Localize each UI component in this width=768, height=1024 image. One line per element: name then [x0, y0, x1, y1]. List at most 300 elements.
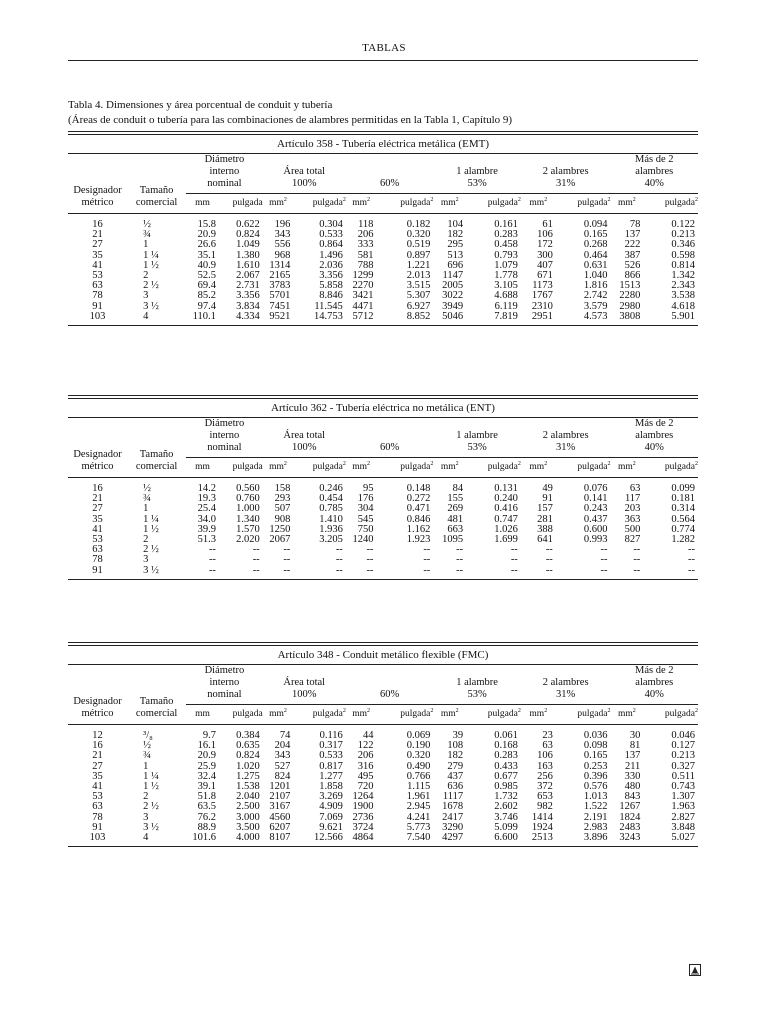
table-cell: 0.533 — [319, 229, 343, 241]
unit-header: pulgada — [219, 705, 263, 725]
table-cell: 0.283 — [494, 229, 518, 241]
table-cell: 1.013 — [583, 791, 608, 803]
table-cell: 3 — [143, 811, 149, 823]
table-cell: 3 ½ — [143, 300, 159, 312]
table-cell: 908 — [274, 513, 291, 525]
table-cell: -- — [545, 554, 553, 566]
table-cell: 15.8 — [197, 219, 216, 230]
table-cell: 2951 — [521, 312, 556, 326]
table-cell: 0.253 — [583, 760, 608, 772]
table-cell: 63 — [92, 801, 103, 813]
table-cell: 3421 — [352, 290, 374, 302]
col-tamano: Tamaño comercial — [127, 665, 186, 725]
table-cell: 4.241 — [406, 811, 431, 823]
table-cell: 20.9 — [197, 750, 216, 762]
col-group-1-alambre: 1 alambre 53% — [433, 154, 521, 194]
table-cell: 1.963 — [671, 801, 695, 813]
table-cell: 0.600 — [583, 523, 608, 535]
table-cell: 106 — [537, 229, 553, 241]
table-cell: 204 — [274, 740, 291, 752]
unit-header: pulgada$^2$ — [293, 705, 346, 725]
table-cell: 500 — [624, 523, 641, 535]
table-cell: 41 — [92, 523, 103, 535]
table-cell: ³/₈ — [143, 730, 153, 741]
table-cell: 663 — [447, 523, 464, 535]
table-cell: 9.621 — [319, 821, 343, 833]
table-cell: 3.538 — [671, 290, 695, 302]
table-cell: -- — [335, 554, 343, 566]
table-cell: 372 — [537, 781, 553, 793]
table-cell: 1.610 — [236, 259, 260, 271]
table-cell: 2270 — [352, 280, 374, 292]
col-group-mas-de-2: Más de 2 alambres 40% — [611, 154, 699, 194]
table-cell: 76.2 — [197, 811, 216, 823]
unit-header: pulgada$^2$ — [376, 705, 433, 725]
table-cell: 0.519 — [406, 239, 431, 251]
table-cell: 35 — [92, 770, 103, 782]
table-cell: 1.040 — [583, 270, 608, 282]
table-cell: -- — [219, 566, 263, 580]
table-cell: 0.314 — [671, 503, 695, 515]
table-cell: 0.622 — [236, 219, 260, 230]
table-cell: 8.846 — [319, 290, 343, 302]
table-cell: 437 — [447, 770, 464, 782]
table-cell: 5.773 — [406, 821, 431, 833]
table-cell: 26.6 — [197, 239, 216, 251]
table-cell: -- — [633, 554, 641, 566]
table-cell: 1.570 — [236, 523, 260, 535]
table-cell: 44 — [362, 730, 374, 741]
unit-header: pulgada$^2$ — [556, 194, 611, 214]
unit-header: mm — [186, 194, 219, 214]
table-cell: 41 — [92, 259, 103, 271]
table-cell: 21 — [92, 750, 103, 762]
table-cell: 2310 — [531, 300, 553, 312]
table-cell: 0.785 — [319, 503, 343, 515]
table-cell: 2.040 — [236, 791, 260, 803]
table-cell: 0.631 — [583, 259, 608, 271]
table-cell: 2067 — [269, 534, 291, 546]
table-cell: 0.576 — [583, 781, 608, 793]
table-cell: 480 — [624, 781, 641, 793]
table-cell: 0.320 — [406, 229, 431, 241]
table-cell: 21 — [92, 493, 103, 505]
table-cell: 866 — [624, 270, 641, 282]
table-cell: 0.464 — [583, 249, 608, 261]
section-title: Artículo 362 - Tubería eléctrica no metálica (ENT) — [271, 402, 495, 414]
col-group-2-alambres: 2 alambres 31% — [521, 665, 611, 705]
table-cell: 2 ½ — [143, 801, 159, 813]
section-title: Artículo 358 - Tubería eléctrica metálica (EMT) — [277, 138, 489, 150]
table-cell: 0.116 — [319, 730, 343, 741]
table-cell: 16.1 — [197, 740, 216, 752]
table-cell: ½ — [143, 219, 151, 230]
table-cell: 0.747 — [494, 513, 518, 525]
table-cell: 1 ¼ — [143, 770, 159, 782]
table-cell: 2 — [143, 270, 149, 282]
table-cell: 222 — [624, 239, 641, 251]
table-cell: -- — [688, 554, 695, 566]
table-cell: 0.635 — [236, 740, 260, 752]
dimensions-table — [68, 154, 698, 326]
table-cell: 0.327 — [671, 760, 695, 772]
table-cell: 51.3 — [197, 534, 216, 546]
table-cell: 0.182 — [406, 219, 431, 230]
table-cell: 481 — [447, 513, 464, 525]
table-cell: 63.5 — [197, 801, 216, 813]
table-cell: 3808 — [611, 312, 644, 326]
table-cell: 2513 — [521, 833, 556, 847]
unit-header: pulgada$^2$ — [556, 705, 611, 725]
table-row — [68, 312, 698, 326]
table-cell: 2483 — [619, 821, 641, 833]
table-cell: 2.013 — [406, 270, 431, 282]
table-cell: 507 — [274, 503, 291, 515]
unit-header: pulgada$^2$ — [643, 705, 698, 725]
table-cell: 110.1 — [186, 312, 219, 326]
table-cell: 16 — [92, 740, 103, 752]
table-cell: 0.061 — [494, 730, 518, 741]
table-cell: 84 — [452, 483, 464, 494]
table-cell: 1.699 — [494, 534, 518, 546]
table-cell: 117 — [624, 493, 641, 505]
unit-header: pulgada$^2$ — [643, 458, 698, 478]
table-cell: 91 — [92, 300, 103, 312]
table-cell: 1513 — [619, 280, 641, 292]
table-cell: 63 — [542, 740, 553, 752]
col-group-diametro: Diámetro interno nominal — [186, 154, 263, 194]
table-cell: -- — [423, 544, 431, 556]
table-cell: 6207 — [269, 821, 291, 833]
table-cell: 0.533 — [319, 750, 343, 762]
table-cell: 1.778 — [494, 270, 518, 282]
table-cell: 4.688 — [494, 290, 518, 302]
unit-header: $mm^2$ — [611, 194, 644, 214]
table-cell: 4.909 — [319, 801, 343, 813]
table-cell: 53 — [92, 534, 103, 546]
col-group-diametro: Diámetro interno nominal — [186, 665, 263, 705]
table-cell: 4 — [127, 312, 186, 326]
table-cell: 32.4 — [197, 770, 216, 782]
table-cell: 1201 — [269, 781, 291, 793]
table-cell: 0.817 — [319, 760, 343, 772]
table-cell: 155 — [447, 493, 464, 505]
table-cell: 19.3 — [197, 493, 216, 505]
table-cell: 1147 — [442, 270, 464, 282]
col-tamano: Tamaño comercial — [127, 154, 186, 214]
table-cell: 0.076 — [583, 483, 608, 494]
table-cell: 1900 — [352, 801, 374, 813]
table-cell: 206 — [357, 750, 374, 762]
table-cell: 0.766 — [406, 770, 431, 782]
table-cell: 3 ½ — [127, 566, 186, 580]
table-cell: 0.396 — [583, 770, 608, 782]
table-cell: 2.500 — [236, 801, 260, 813]
table-cell: 63 — [92, 544, 103, 556]
table-cell: 2 — [143, 791, 149, 803]
table-cell: -- — [600, 544, 608, 556]
table-cell: 6.119 — [494, 300, 518, 312]
table-cell: 16 — [92, 219, 103, 230]
table-cell: 0.240 — [494, 493, 518, 505]
col-group-area-total: Área total 100% — [263, 665, 346, 705]
table-cell: 1 ½ — [143, 523, 159, 535]
table-cell: 2.945 — [406, 801, 431, 813]
col-tamano: Tamaño comercial — [127, 418, 186, 478]
table-cell: -- — [283, 554, 291, 566]
table-cell: 0.793 — [494, 249, 518, 261]
table-cell: 982 — [537, 801, 553, 813]
table-cell: 0.243 — [583, 503, 608, 515]
table-cell: 0.036 — [583, 730, 608, 741]
table-cell: 1678 — [442, 801, 464, 813]
table-cell: 2.020 — [236, 534, 260, 546]
table-cell: 4.000 — [219, 833, 263, 847]
table-cell: 824 — [274, 770, 291, 782]
table-cell: 269 — [447, 503, 464, 515]
table-cell: 0.985 — [494, 781, 518, 793]
table-cell: 4864 — [346, 833, 377, 847]
unit-header: pulgada$^2$ — [376, 458, 433, 478]
unit-header: $mm^2$ — [611, 705, 644, 725]
table-cell: 7.540 — [376, 833, 433, 847]
table-cell: 0.190 — [406, 740, 431, 752]
table-cell: 35 — [92, 513, 103, 525]
table-cell: 21 — [92, 229, 103, 241]
table-cell: 1314 — [269, 259, 291, 271]
table-cell: 1.282 — [671, 534, 695, 546]
table-cell: 0.458 — [494, 239, 518, 251]
table-cell: -- — [545, 544, 553, 556]
table-cell: -- — [335, 544, 343, 556]
table-cell: -- — [521, 566, 556, 580]
unit-header: pulgada$^2$ — [293, 194, 346, 214]
table-cell: 1.410 — [319, 513, 343, 525]
section-ent — [68, 395, 698, 580]
table-row — [68, 566, 698, 580]
table-cell: 4.573 — [556, 312, 611, 326]
table-cell: -- — [556, 566, 611, 580]
table-cell: 69.4 — [197, 280, 216, 292]
table-cell: 3.105 — [494, 280, 518, 292]
table-cell: 0.677 — [494, 770, 518, 782]
table-cell: 0.346 — [671, 239, 695, 251]
table-cell: 2980 — [619, 300, 641, 312]
table-cell: -- — [366, 554, 374, 566]
table-cell: 788 — [357, 259, 374, 271]
table-cell: 0.897 — [406, 249, 431, 261]
table-cell: 1 — [143, 503, 149, 515]
table-cell: 0.213 — [671, 229, 695, 241]
table-cell: 101.6 — [186, 833, 219, 847]
col-group-60: 60% — [346, 418, 434, 458]
table-cell: 0.320 — [406, 750, 431, 762]
table-cell: 172 — [537, 239, 553, 251]
table-cell: -- — [423, 554, 431, 566]
table-cell: 35 — [92, 249, 103, 261]
table-cell: 0.165 — [583, 750, 608, 762]
table-cell: 91 — [542, 493, 553, 505]
table-cell: 5.099 — [494, 821, 518, 833]
table-cell: -- — [293, 566, 346, 580]
section-fmc — [68, 642, 698, 847]
unit-header: $mm^2$ — [433, 705, 466, 725]
unit-header: pulgada — [219, 458, 263, 478]
table-cell: 78 — [92, 811, 103, 823]
table-caption-subtitle: (Áreas de conduit o tubería para las combinaciones de alambres permitidas en la Tabla 1, Capítulo 9) — [68, 114, 513, 126]
table-cell: -- — [252, 554, 260, 566]
table-cell: 636 — [447, 781, 464, 793]
table-cell: 78 — [92, 290, 103, 302]
table-cell: 0.511 — [671, 770, 695, 782]
table-cell: 1.858 — [319, 781, 343, 793]
table-cell: 39 — [452, 730, 464, 741]
table-cell: 0.824 — [236, 750, 260, 762]
table-cell: 118 — [358, 219, 374, 230]
table-cell: 343 — [274, 229, 291, 241]
table-cell: 14.2 — [197, 483, 216, 494]
header-rule — [68, 60, 698, 61]
table-cell: 74 — [279, 730, 291, 741]
table-cell: 0.846 — [406, 513, 431, 525]
table-cell: 3.356 — [319, 270, 343, 282]
table-cell: 35.1 — [197, 249, 216, 261]
table-cell: 61 — [542, 219, 553, 230]
table-cell: 1.923 — [406, 534, 431, 546]
publisher-logo-icon — [689, 964, 701, 976]
table-cell: 1.936 — [319, 523, 343, 535]
table-cell: 0.560 — [236, 483, 260, 494]
section-title: Artículo 348 - Conduit metálico flexible (FMC) — [277, 649, 489, 661]
table-cell: 1299 — [352, 270, 374, 282]
table-cell: 1173 — [532, 280, 553, 292]
dimensions-table — [68, 418, 698, 580]
col-designador: Designador métrico — [68, 665, 127, 725]
table-cell: 2.191 — [583, 811, 608, 823]
table-cell: 750 — [357, 523, 374, 535]
table-cell: 12.566 — [293, 833, 346, 847]
table-cell: 3022 — [442, 290, 464, 302]
table-cell: 279 — [447, 760, 464, 772]
table-cell: 5.858 — [319, 280, 343, 292]
table-cell: 3783 — [269, 280, 291, 292]
table-cell: 3.515 — [406, 280, 431, 292]
table-cell: 4560 — [269, 811, 291, 823]
table-cell: 9.7 — [202, 730, 216, 741]
unit-header: $mm^2$ — [521, 705, 556, 725]
table-cell: 0.099 — [671, 483, 695, 494]
table-cell: 1.522 — [583, 801, 608, 813]
table-cell: 0.760 — [236, 493, 260, 505]
table-cell: 27 — [92, 503, 103, 515]
table-cell: 1.538 — [236, 781, 260, 793]
table-cell: 513 — [447, 249, 464, 261]
col-group-area-total: Área total 100% — [263, 418, 346, 458]
table-cell: 0.168 — [494, 740, 518, 752]
table-cell: 256 — [537, 770, 553, 782]
table-cell: 0.046 — [671, 730, 695, 741]
table-cell: 3.205 — [319, 534, 343, 546]
table-cell: 2 ½ — [143, 280, 159, 292]
table-cell: 0.213 — [671, 750, 695, 762]
table-cell: 1.277 — [319, 770, 343, 782]
table-cell: -- — [456, 544, 464, 556]
table-cell: 5701 — [269, 290, 291, 302]
table-cell: 527 — [274, 760, 291, 772]
table-cell: 78 — [92, 554, 103, 566]
table-cell: 39.1 — [197, 781, 216, 793]
unit-header: $mm^2$ — [346, 705, 377, 725]
table-cell: -- — [600, 554, 608, 566]
unit-header: $mm^2$ — [263, 458, 294, 478]
table-cell: 1 ½ — [143, 259, 159, 271]
table-cell: -- — [346, 566, 377, 580]
table-cell: 2.036 — [319, 259, 343, 271]
table-cell: 3949 — [442, 300, 464, 312]
table-cell: -- — [466, 566, 521, 580]
table-cell: 2165 — [269, 270, 291, 282]
table-cell: 7.069 — [319, 811, 343, 823]
table-cell: 3724 — [352, 821, 374, 833]
table-cell: 1.496 — [319, 249, 343, 261]
table-cell: ½ — [143, 740, 151, 752]
table-cell: ¾ — [143, 750, 151, 762]
table-cell: 0.283 — [494, 750, 518, 762]
table-cell: 137 — [624, 229, 641, 241]
table-cell: 3.579 — [583, 300, 608, 312]
table-cell: 300 — [537, 249, 553, 261]
table-cell: 5.307 — [406, 290, 431, 302]
table-cell: -- — [263, 566, 294, 580]
table-cell: 16 — [92, 483, 103, 494]
table-cell: 137 — [624, 750, 641, 762]
unit-header: pulgada$^2$ — [556, 458, 611, 478]
table-cell: 1414 — [531, 811, 553, 823]
table-cell: 95 — [362, 483, 374, 494]
table-cell: 0.165 — [583, 229, 608, 241]
section-emt — [68, 131, 698, 326]
col-group-mas-de-2: Más de 2 alambres 40% — [611, 418, 699, 458]
table-cell: 1267 — [619, 801, 641, 813]
table-cell: 81 — [629, 740, 641, 752]
table-cell: 63 — [629, 483, 641, 494]
table-cell: 196 — [274, 219, 291, 230]
table-cell: -- — [376, 566, 433, 580]
table-cell: 53 — [92, 791, 103, 803]
table-cell: 8.852 — [376, 312, 433, 326]
table-cell: 7451 — [269, 300, 291, 312]
table-cell: 281 — [537, 513, 553, 525]
table-cell: 25.4 — [197, 503, 216, 515]
table-cell: 1.020 — [236, 760, 260, 772]
table-cell: 1240 — [352, 534, 374, 546]
table-cell: 295 — [447, 239, 464, 251]
table-cell: 293 — [274, 493, 291, 505]
table-cell: 5.901 — [643, 312, 698, 326]
table-cell: 827 — [624, 534, 641, 546]
table-cell: 0.317 — [319, 740, 343, 752]
unit-header: $mm^2$ — [263, 194, 294, 214]
table-cell: 0.454 — [319, 493, 343, 505]
table-cell: 2005 — [442, 280, 464, 292]
table-cell: 41 — [92, 781, 103, 793]
table-cell: 0.161 — [494, 219, 518, 230]
unit-header: $mm^2$ — [611, 458, 644, 478]
table-cell: 2736 — [352, 811, 374, 823]
table-cell: 182 — [447, 229, 464, 241]
table-cell: 30 — [629, 730, 641, 741]
col-group-area-total: Área total 100% — [263, 154, 346, 194]
